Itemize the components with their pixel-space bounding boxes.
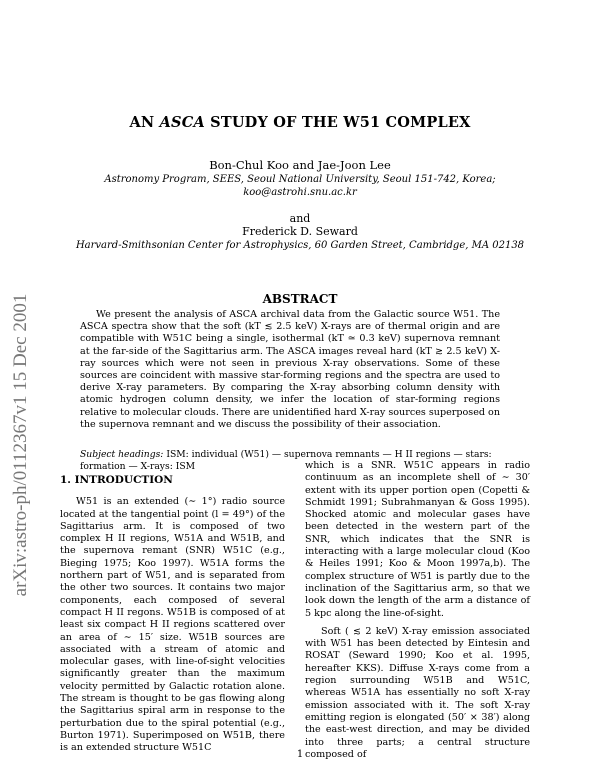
affiliation: Astronomy Program, SEES, Seoul National University, Seoul 151-742, Korea; (104, 174, 496, 185)
left-column (60, 460, 285, 755)
author-email: koo@astrohi.snu.ac.kr (243, 187, 357, 198)
paper-title: AN ASCA STUDY OF THE W51 COMPLEX (129, 114, 471, 131)
right-column (305, 460, 530, 761)
intro-paragraph-2: Soft ( ≲ 2 keV) X-ray emission associated with W51 has been detected by Eintesin and ROSAT (Seward 1990; Koo et al. 1995, hereafter KKS). Diffuse X-rays come from a region surrounding W51B and W51C, whereas W51A has essentially no soft X-ray emission associated with it. The soft X-ray emitting region is elongated (50′ × 38′) along the east-west direction, and may be divided into three parts; a central structure composed of (305, 625, 530, 760)
subject-headings-label: Subject headings: (80, 449, 164, 460)
page-number: 1 (296, 749, 304, 760)
authors: Bon-Chul Koo and Jae-Joon Lee (209, 158, 391, 172)
abstract-text: We present the analysis of ASCA archival data from the Galactic source W51. The ASCA spectra show that the soft (kT ≲ 2.5 keV) X-rays are of thermal origin and are compatible with W51C being a single, isothermal (kT ≃ 0.3 keV) supernova remnant at the far-side of the Sagittarius arm. The ASCA images reveal hard (kT ≳ 2.5 keV) X-ray sources which were not seen in previous X-ray observations. Some of these sources are coincident with massive star-forming regions and the spectra are used to derive X-ray parameters. By comparing the X-ray absorbing column density with atomic hydrogen column density, we infer the location of star-forming regions relative to molecular clouds. There are unidentified hard X-ray sources superposed on the supernova remnant and we discuss the possibility of their association. (80, 309, 501, 430)
arxiv-identifier: arXiv:astro-ph/0112367v1 15 Dec 2001 (10, 293, 31, 597)
abstract-heading: ABSTRACT (262, 292, 338, 306)
title-emphasis: ASCA (159, 114, 205, 131)
subject-headings-list: ISM: individual (W51) — supernova remnants — H II regions — stars: formation — X-rays: ISM (80, 449, 492, 472)
arxiv-sidebar-stamp (6, 195, 36, 695)
author-conjunction: and (289, 212, 311, 225)
intro-paragraph-1-continued: which is a SNR. W51C appears in radio continuum as an incomplete shell of ∼ 30′ extent with its upper portion open (Copetti & Schmidt 1991; Subrahmanyan & Goss 1995). Shocked atomic and molecular gases have been detected in the western part of the SNR, which indicates that the SNR is interacting with a large molecular cloud (Koo & Heiles 1991; Koo & Moon 1997a,b). The complex structure of W51 is partly due to the inclination of the Sagittarius arm, so that we look down the length of the arm a distance of 5 kpc along the line-of-sight. (305, 460, 530, 619)
intro-paragraph-1: W51 is an extended (∼ 1°) radio source located at the tangential point (l = 49°) of the Sagittarius arm. It is composed of two complex H II regions, W51A and W51B, and the supernova remant (SNR) W51C (e.g., Bieging 1975; Koo 1997). W51A forms the northern part of W51, and is separated from the other two sources. It contains two major components, each composed of several compact H II regons. W51B is composed of at least six compact H II regions scattered over an area of ∼ 15′ size. W51B sources are associated with a stream of atomic and molecular gases, with line-of-sight velocities significantly greater than the maximum velocity permitted by Galactic rotation alone. The stream is thought to be gas flowing along the Sagittarius spiral arm in response to the perturbation due to the spiral potential (e.g., Burton 1971). Superimposed on W51B, there is an extended structure W51C (60, 496, 285, 754)
section-heading-introduction: 1. INTRODUCTION (60, 474, 173, 486)
second-affiliation: Harvard-Smithsonian Center for Astrophysics, 60 Garden Street, Cambridge, MA 02138 (75, 240, 525, 251)
second-author: Frederick D. Seward (242, 225, 358, 238)
